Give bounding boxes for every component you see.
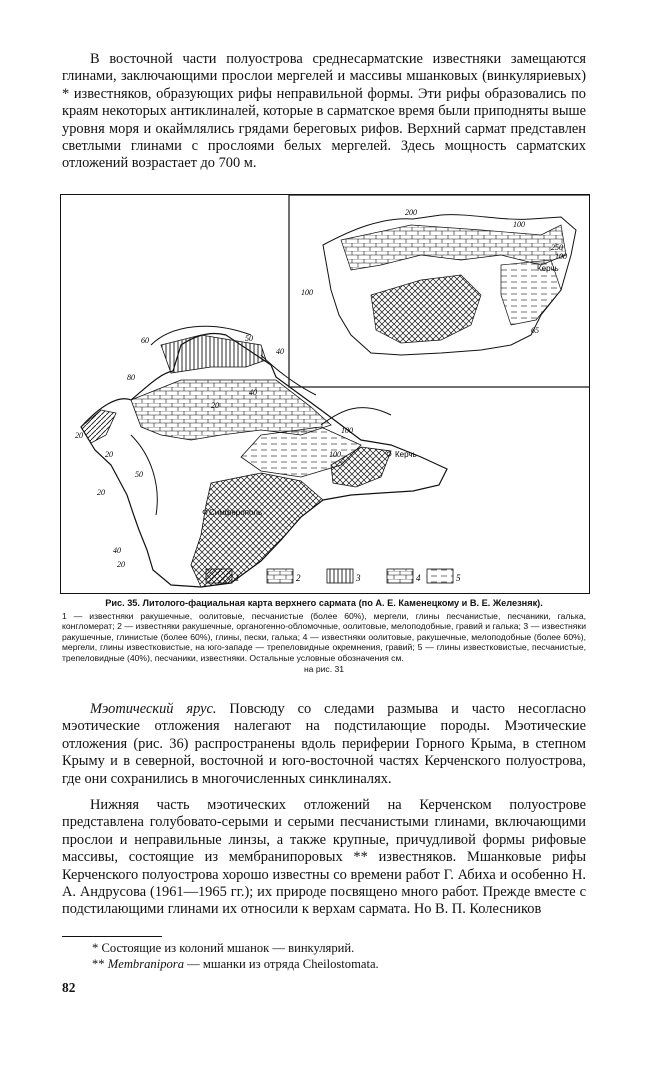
figure-caption — [62, 598, 586, 674]
contour-label: 100 — [329, 450, 341, 459]
legend-number: 3 — [356, 573, 361, 583]
caption-title: Рис. 35. Литолого-фациальная карта верхнего сармата (по А. Е. Каменецкому и В. Е. Железняк). — [105, 598, 543, 608]
city-label-simferopol: Симферополь — [209, 508, 263, 517]
inset-zone-cross — [371, 275, 481, 343]
contour-label: 65 — [531, 326, 539, 335]
contour-label: 40 — [113, 546, 121, 555]
paragraph-meotian — [62, 701, 586, 788]
city-label-kerch: Керчь — [395, 450, 417, 459]
footnote-rule — [62, 936, 162, 937]
footnote-term: Membranipora — [107, 957, 185, 971]
paragraph-lower-meotian: Нижняя часть мэотических отложений на Керченском полуострове представлена голубовато-серыми и серыми песчанистыми глинами, включающими прослои и неправильные линзы, а также крупные, причудливой формы рифовые массивы, состоящие из мембранипоровых ** известняков. Мшанковые рифы Керченского полуострова хорошо известны со времени работ Г. Абиха и особенно Н. А. Андрусова (1961—1965 гг.); их природе посвящено много работ. Прежде вместе с подстилающими глинами их относили к верхам сармата. Но В. П. Колесников — [62, 797, 586, 918]
contour-label: 20 — [97, 488, 105, 497]
legend-number: 4 — [416, 573, 421, 583]
section-heading-meotian: Мэотический ярус. — [90, 701, 217, 717]
contour-label: 60 — [141, 336, 149, 345]
contour-label: 20 — [117, 560, 125, 569]
caption-body: 1 — известняки ракушечные, оолитовые, песчанистые (более 60%), мергели, глины песчанистые, песчаники, галька, конгломерат; 2 — известняки ракушечные, органогенно-обломочные, оолитовые, мелоподобные, гравий и галька; 3 — известняки ракушечные, глинистые (более 60%), глины, пески, галька; 4 — известняки оолитовые, ракушечные, мелоподобные (более 60%), мергели, глины известковистые, на юго-западе — трепеловидные окремнения, гравий; 5 — глины известковистые, песчанистые, трепеловидные (40%), песчаники, известняки. Остальные условные обозначения см. — [62, 610, 586, 663]
caption-tail: на рис. 31 — [303, 663, 345, 674]
lithofacies-map-figure — [60, 194, 590, 594]
city-label-kerch-inset: Керчь — [537, 264, 559, 273]
contour-label: 100 — [555, 252, 567, 261]
legend-number: 1 — [235, 573, 240, 583]
legend-number: 5 — [456, 573, 461, 583]
contour-label: 20 — [105, 450, 113, 459]
legend-number: 2 — [296, 573, 301, 583]
paragraph-sarmatian: В восточной части полуострова среднесарматские известняки замещаются глинами, заключающими прослои мергелей и массивы мшанковых (винкуляриевых) * известняков, образующих рифы неправильной формы. Эти рифы образовались по краям некоторых антиклиналей, которые в сарматское время были приподняты выше уровня моря и окаймлялись грядами береговых рифов. Верхний сармат представлен светлыми глинами с прослоями белых мергелей. Здесь мощность сарматских отложений возрастает до 700 м. — [62, 51, 586, 172]
footnote-text: — мшанки из отряда Cheilostomata. — [184, 957, 379, 971]
contour-label: 100 — [513, 220, 525, 229]
contour-label: 250 — [551, 243, 563, 252]
contour-label: 50 — [245, 334, 253, 343]
contour-label: 200 — [405, 208, 417, 217]
page-number: 82 — [62, 980, 76, 995]
footnote-vinkularia: * Состоящие из колоний мшанок — винкулярий. — [92, 941, 355, 955]
footnote-membranipora: ** Membranipora — мшанки из отряда Cheilostomata. — [92, 957, 379, 971]
contour-label: 40 — [249, 388, 257, 397]
contour-label: 100 — [301, 288, 313, 297]
zone-diag — [81, 410, 116, 443]
contour-label: 50 — [135, 470, 143, 479]
contour-label: 80 — [127, 373, 135, 382]
contour-label: 40 — [276, 347, 284, 356]
contour-label: 20 — [211, 401, 219, 410]
contour-label: 20 — [75, 431, 83, 440]
paragraph-meotian-text: Повсюду со следами размыва и часто несогласно мэотические отложения налегают на подстилающие породы. Мэотические отложения (рис. 36) распространены вдоль периферии Горного Крыма, в степном Крыму и в северной, восточной и юго-восточной частях Керченского полуострова, где они сохранились в многочисленных синклиналях. — [62, 701, 586, 787]
contour-label: 100 — [341, 426, 353, 435]
